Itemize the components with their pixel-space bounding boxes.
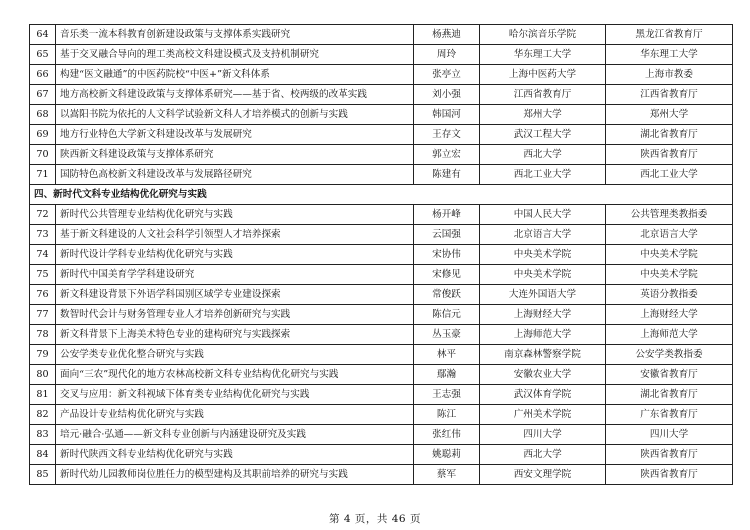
table-row xyxy=(30,285,733,305)
table-body-after xyxy=(30,205,733,485)
project-title: 新文科背景下上海美术特色专业的建构研究与实践探索 xyxy=(56,325,414,345)
project-leader: 姚聪莉 xyxy=(414,445,480,465)
project-leader: 丛玉豪 xyxy=(414,325,480,345)
project-leader: 林平 xyxy=(414,345,480,365)
host-institution: 郑州大学 xyxy=(480,105,606,125)
project-title: 产品设计专业结构优化研究与实践 xyxy=(56,405,414,425)
project-title: 新时代公共管理专业结构优化研究与实践 xyxy=(56,205,414,225)
section-heading: 四、新时代文科专业结构优化研究与实践 xyxy=(30,185,733,205)
row-number: 76 xyxy=(30,285,56,305)
project-leader: 杨开峰 xyxy=(414,205,480,225)
host-institution: 西北大学 xyxy=(480,445,606,465)
table-row xyxy=(30,385,733,405)
recommending-department: 中央美术学院 xyxy=(606,245,733,265)
project-leader: 鄢瀚 xyxy=(414,365,480,385)
project-title: 培元·融合·弘通——新文科专业创新与内涵建设研究及实践 xyxy=(56,425,414,445)
page-footer: 第 4 页，共 46 页 xyxy=(329,513,421,525)
recommending-department: 上海市教委 xyxy=(606,65,733,85)
recommending-department: 西北工业大学 xyxy=(606,165,733,185)
recommending-department: 陕西省教育厅 xyxy=(606,145,733,165)
row-number: 82 xyxy=(30,405,56,425)
project-title: 地方行业特色大学新文科建设改革与发展研究 xyxy=(56,125,414,145)
table-row xyxy=(30,145,733,165)
table-row xyxy=(30,445,733,465)
table-row xyxy=(30,365,733,385)
recommending-department: 公安学类教指委 xyxy=(606,345,733,365)
recommending-department: 华东理工大学 xyxy=(606,45,733,65)
host-institution: 安徽农业大学 xyxy=(480,365,606,385)
row-number: 83 xyxy=(30,425,56,445)
row-number: 66 xyxy=(30,65,56,85)
project-title: 公安学类专业优化整合研究与实践 xyxy=(56,345,414,365)
project-leader: 云国强 xyxy=(414,225,480,245)
project-leader: 王志强 xyxy=(414,385,480,405)
project-leader: 陈建有 xyxy=(414,165,480,185)
host-institution: 武汉工程大学 xyxy=(480,125,606,145)
table-row xyxy=(30,245,733,265)
recommending-department: 上海财经大学 xyxy=(606,305,733,325)
project-leader: 陈信元 xyxy=(414,305,480,325)
project-leader: 杨燕迪 xyxy=(414,25,480,45)
table-body-before xyxy=(30,25,733,185)
project-title: 交叉与应用：新文科视域下体育类专业结构优化研究与实践 xyxy=(56,385,414,405)
project-title: 数智时代会计与财务管理专业人才培养创新研究与实践 xyxy=(56,305,414,325)
table-row xyxy=(30,425,733,445)
recommending-department: 湖北省教育厅 xyxy=(606,385,733,405)
table-row xyxy=(30,65,733,85)
table-row xyxy=(30,165,733,185)
recommending-department: 陕西省教育厅 xyxy=(606,465,733,485)
recommending-department: 黑龙江省教育厅 xyxy=(606,25,733,45)
table-row xyxy=(30,85,733,105)
table-row xyxy=(30,465,733,485)
row-number: 71 xyxy=(30,165,56,185)
host-institution: 北京语言大学 xyxy=(480,225,606,245)
host-institution: 哈尔滨音乐学院 xyxy=(480,25,606,45)
project-title: 构建“医文融通”的中医药院校“中医+”新文科体系 xyxy=(56,65,414,85)
table-row xyxy=(30,105,733,125)
project-title: 基于交叉融合导向的理工类高校文科建设模式及支持机制研究 xyxy=(56,45,414,65)
project-leader: 刘小强 xyxy=(414,85,480,105)
project-title: 新时代设计学科专业结构优化研究与实践 xyxy=(56,245,414,265)
row-number: 72 xyxy=(30,205,56,225)
project-title: 陕西新文科建设政策与支撑体系研究 xyxy=(56,145,414,165)
recommending-department: 郑州大学 xyxy=(606,105,733,125)
host-institution: 上海财经大学 xyxy=(480,305,606,325)
project-leader: 蔡军 xyxy=(414,465,480,485)
host-institution: 中央美术学院 xyxy=(480,245,606,265)
table-row xyxy=(30,305,733,325)
project-leader: 陈江 xyxy=(414,405,480,425)
recommending-department: 广东省教育厅 xyxy=(606,405,733,425)
row-number: 69 xyxy=(30,125,56,145)
project-leader: 王存文 xyxy=(414,125,480,145)
row-number: 84 xyxy=(30,445,56,465)
recommending-department: 公共管理类教指委 xyxy=(606,205,733,225)
project-title: 音乐类一流本科教育创新建设政策与支撑体系实践研究 xyxy=(56,25,414,45)
project-title: 地方高校新文科建设政策与支撑体系研究——基于省、校两级的改革实践 xyxy=(56,85,414,105)
host-institution: 华东理工大学 xyxy=(480,45,606,65)
row-number: 73 xyxy=(30,225,56,245)
project-title: 国防特色高校新文科建设改革与发展路径研究 xyxy=(56,165,414,185)
host-institution: 武汉体育学院 xyxy=(480,385,606,405)
row-number: 81 xyxy=(30,385,56,405)
row-number: 85 xyxy=(30,465,56,485)
host-institution: 上海中医药大学 xyxy=(480,65,606,85)
table-row xyxy=(30,25,733,45)
table-row xyxy=(30,405,733,425)
row-number: 78 xyxy=(30,325,56,345)
table-row xyxy=(30,325,733,345)
table-row xyxy=(30,265,733,285)
project-leader: 周玲 xyxy=(414,45,480,65)
project-title: 面向“三农”现代化的地方农林高校新文科专业结构优化研究与实践 xyxy=(56,365,414,385)
row-number: 70 xyxy=(30,145,56,165)
host-institution: 西北大学 xyxy=(480,145,606,165)
project-leader: 常俊跃 xyxy=(414,285,480,305)
row-number: 77 xyxy=(30,305,56,325)
row-number: 75 xyxy=(30,265,56,285)
row-number: 67 xyxy=(30,85,56,105)
recommending-department: 陕西省教育厅 xyxy=(606,445,733,465)
table-row xyxy=(30,125,733,145)
project-leader: 宋修见 xyxy=(414,265,480,285)
host-institution: 上海师范大学 xyxy=(480,325,606,345)
row-number: 74 xyxy=(30,245,56,265)
table-row xyxy=(30,345,733,365)
host-institution: 南京森林警察学院 xyxy=(480,345,606,365)
recommending-department: 安徽省教育厅 xyxy=(606,365,733,385)
row-number: 79 xyxy=(30,345,56,365)
project-leader: 郭立宏 xyxy=(414,145,480,165)
host-institution: 大连外国语大学 xyxy=(480,285,606,305)
host-institution: 西安文理学院 xyxy=(480,465,606,485)
project-table xyxy=(29,24,733,485)
row-number: 80 xyxy=(30,365,56,385)
host-institution: 四川大学 xyxy=(480,425,606,445)
table-row xyxy=(30,225,733,245)
row-number: 65 xyxy=(30,45,56,65)
project-title: 新文科建设背景下外语学科国别区域学专业建设探索 xyxy=(56,285,414,305)
project-leader: 韩国河 xyxy=(414,105,480,125)
recommending-department: 英语分教指委 xyxy=(606,285,733,305)
recommending-department: 中央美术学院 xyxy=(606,265,733,285)
section-heading-body xyxy=(30,185,733,205)
host-institution: 西北工业大学 xyxy=(480,165,606,185)
table-row xyxy=(30,205,733,225)
project-title: 新时代幼儿园教师岗位胜任力的模型建构及其职前培养的研究与实践 xyxy=(56,465,414,485)
host-institution: 中国人民大学 xyxy=(480,205,606,225)
project-title: 基于新文科建设的人文社会科学引领型人才培养探索 xyxy=(56,225,414,245)
recommending-department: 湖北省教育厅 xyxy=(606,125,733,145)
recommending-department: 上海师范大学 xyxy=(606,325,733,345)
row-number: 68 xyxy=(30,105,56,125)
project-leader: 张红伟 xyxy=(414,425,480,445)
project-leader: 张亭立 xyxy=(414,65,480,85)
recommending-department: 江西省教育厅 xyxy=(606,85,733,105)
host-institution: 广州美术学院 xyxy=(480,405,606,425)
host-institution: 江西省教育厅 xyxy=(480,85,606,105)
section-heading-row xyxy=(30,185,733,205)
table-row xyxy=(30,45,733,65)
host-institution: 中央美术学院 xyxy=(480,265,606,285)
project-leader: 宋协伟 xyxy=(414,245,480,265)
row-number: 64 xyxy=(30,25,56,45)
project-title: 新时代陕西文科专业结构优化研究与实践 xyxy=(56,445,414,465)
recommending-department: 四川大学 xyxy=(606,425,733,445)
project-title: 以嵩阳书院为依托的人文科学试验新文科人才培养模式的创新与实践 xyxy=(56,105,414,125)
project-title: 新时代中国美育学学科建设研究 xyxy=(56,265,414,285)
recommending-department: 北京语言大学 xyxy=(606,225,733,245)
